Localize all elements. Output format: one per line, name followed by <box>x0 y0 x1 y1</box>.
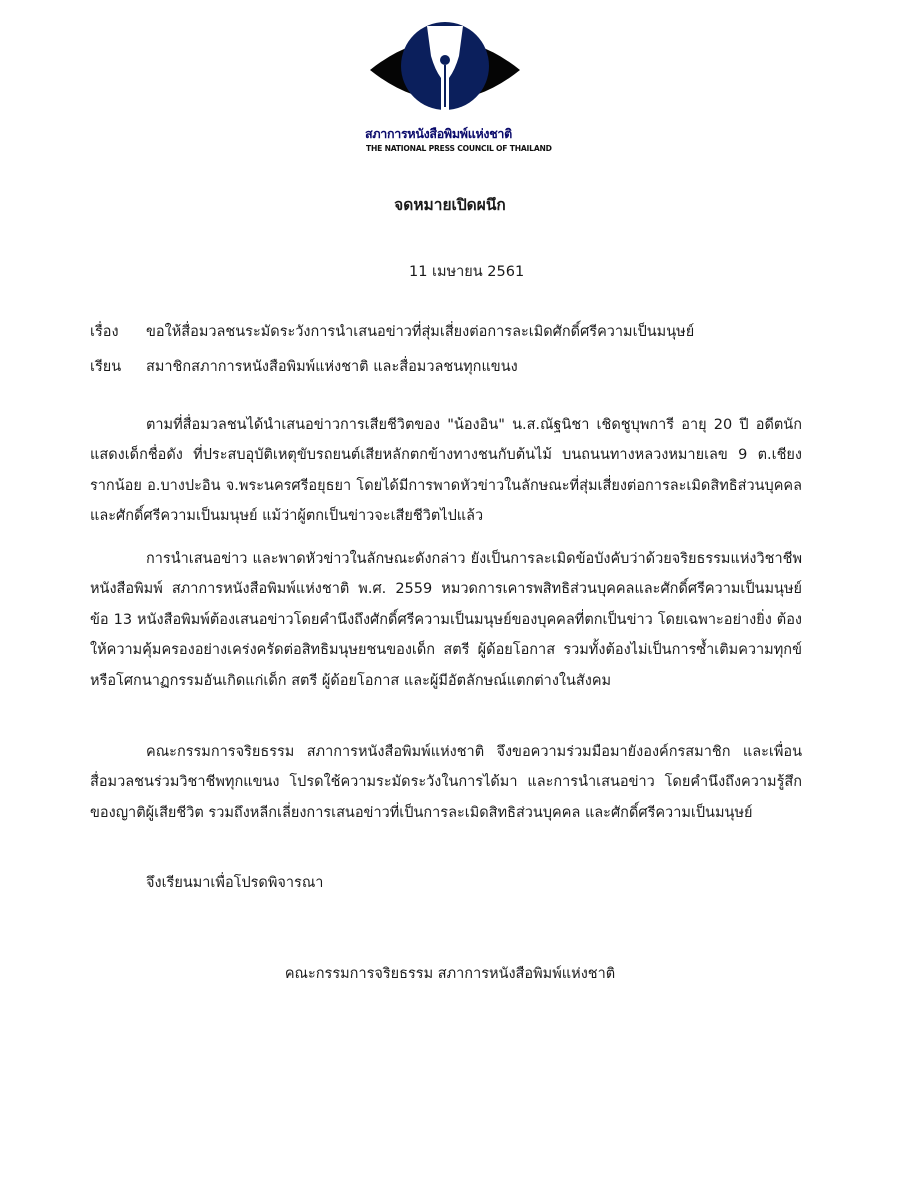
subject-text: ขอให้สื่อมวลชนระมัดระวังการนำเสนอข่าวที่สุ่มเสี่ยงต่อการละเมิดศักดิ์ศรีความเป็นมนุษย์ <box>146 324 695 340</box>
letter-title: จดหมายเปิดผนึก <box>394 196 506 214</box>
subject-label: เรื่อง <box>90 324 119 340</box>
recipient-line <box>90 355 518 378</box>
paragraph-text: จึงเรียนมาเพื่อโปรดพิจารณา <box>146 875 324 891</box>
paragraph-text: ตามที่สื่อมวลชนได้นำเสนอข่าวการเสียชีวิตของ "น้องอิน" น.ส.ณัฐนิชา เชิดชูบุพการี อายุ 20 ปี อดีตนักแสดงเด็กชื่อดัง ที่ประสบอุบัติเหตุขับรถยนต์เสียหลักตกข้างทางชนกับต้นไม้ บนถนนทางหลวงหมายเลข 9 ต.เชียงรากน้อย อ.บางปะอิน จ.พระนครศรีอยุธยา โดยได้มีการพาดหัวข่าวในลักษณะที่สุ่มเสี่ยงต่อการละเมิดสิทธิส่วนบุคคล และศักดิ์ศรีความเป็นมนุษย์ แม้ว่าผู้ตกเป็นข่าวจะเสียชีวิตไปแล้ว <box>90 417 802 525</box>
council-logo <box>355 18 535 118</box>
letter-date: 11 เมษายน 2561 <box>409 264 525 280</box>
eye-pen-nib-logo-icon <box>365 18 525 118</box>
subject-line <box>90 320 694 343</box>
signature-block: คณะกรรมการจริยธรรม สภาการหนังสือพิมพ์แห่งชาติ <box>284 966 616 982</box>
org-name-english: THE NATIONAL PRESS COUNCIL OF THAILAND <box>366 144 552 153</box>
recipient-text: สมาชิกสภาการหนังสือพิมพ์แห่งชาติ และสื่อมวลชนทุกแขนง <box>146 359 518 375</box>
recipient-label: เรียน <box>90 359 122 375</box>
org-name-thai: สภาการหนังสือพิมพ์แห่งชาติ <box>365 126 512 141</box>
paragraph-text: การนำเสนอข่าว และพาดหัวข่าวในลักษณะดังกล่าว ยังเป็นการละเมิดข้อบังคับว่าด้วยจริยธรรมแห่งวิชาชีพหนังสือพิมพ์ สภาการหนังสือพิมพ์แห่งชาติ พ.ศ. 2559 หมวดการเคารพสิทธิส่วนบุคคลและศักดิ์ศรีความเป็นมนุษย์ ข้อ 13 หนังสือพิมพ์ต้องเสนอข่าวโดยคำนึงถึงศักดิ์ศรีความเป็นมนุษย์ของบุคคลที่ตกเป็นข่าว โดยเฉพาะอย่างยิ่ง ต้องให้ความคุ้มครองอย่างเคร่งครัดต่อสิทธิมนุษยชนของเด็ก สตรี ผู้ด้อยโอกาส รวมทั้งต้องไม่เป็นการซ้ำเติมความทุกข์หรือโศกนาฏกรรมอันเกิดแก่เด็ก สตรี ผู้ด้อยโอกาส และผู้มีอัตลักษณ์แตกต่างในสังคม <box>90 551 802 689</box>
closing-line <box>90 868 802 898</box>
body-paragraph-2 <box>90 544 802 696</box>
paragraph-text: คณะกรรมการจริยธรรม สภาการหนังสือพิมพ์แห่งชาติ จึงขอความร่วมมือมายังองค์กรสมาชิก และเพื่อนสื่อมวลชนร่วมวิชาชีพทุกแขนง โปรดใช้ความระมัดระวังในการได้มา และการนำเสนอข่าว โดยคำนึงถึงความรู้สึกของญาติผู้เสียชีวิต รวมถึงหลีกเลี่ยงการเสนอข่าวที่เป็นการละเมิดสิทธิส่วนบุคคล และศักดิ์ศรีความเป็นมนุษย์ <box>90 744 802 821</box>
body-paragraph-3 <box>90 737 802 828</box>
body-paragraph-1 <box>90 410 802 532</box>
